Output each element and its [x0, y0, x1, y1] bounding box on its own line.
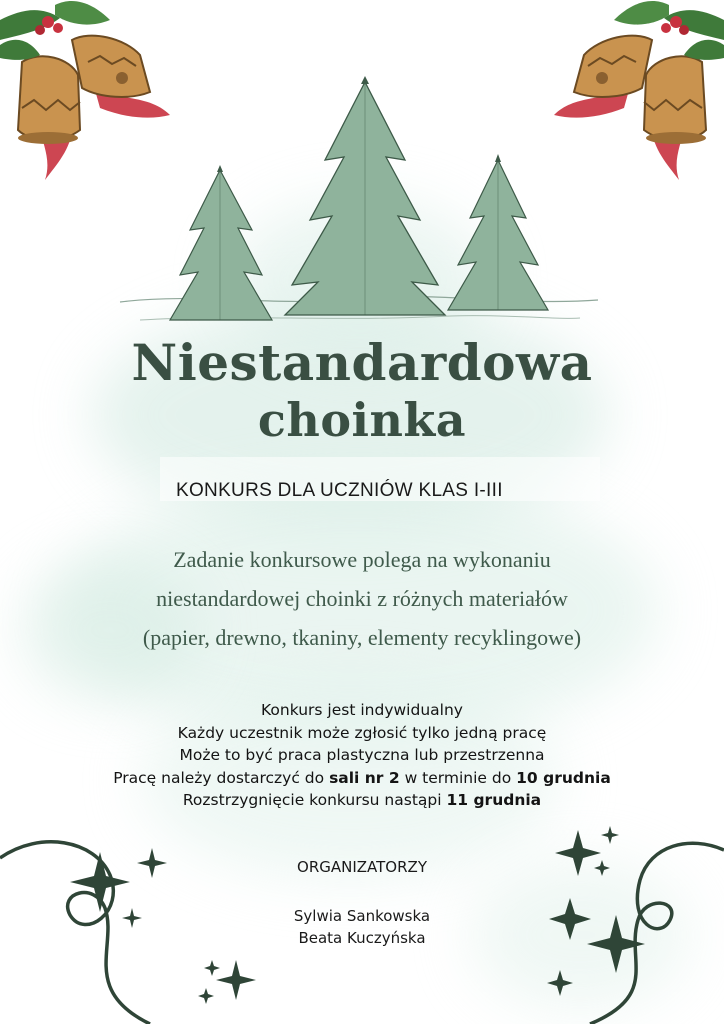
sparkle-star-icon — [594, 860, 610, 876]
swirl-ornament-icon — [530, 820, 724, 1024]
christmas-tree-icon — [170, 165, 272, 320]
page-title-line2: choinka — [257, 393, 467, 447]
sparkle-star-icon — [122, 908, 142, 928]
sparkle-star-icon — [216, 960, 256, 1000]
organizer-name: Beata Kuczyńska — [298, 929, 426, 947]
rule-line — [30, 767, 694, 790]
deadline-date: 10 grudnia — [516, 768, 611, 787]
rule-text: w terminie do — [399, 768, 517, 787]
christmas-tree-icon — [285, 76, 445, 315]
rule-line: Każdy uczestnik może zgłosić tylko jedną pracę — [177, 723, 547, 742]
christmas-tree-icon — [448, 154, 548, 310]
rule-line: Może to być praca plastyczna lub przestrzenna — [179, 746, 545, 764]
sparkle-star-icon — [555, 830, 601, 876]
sparkle-star-icon — [204, 960, 220, 976]
task-line: (papier, drewno, tkaniny, elementy recyklingowe) — [142, 625, 582, 650]
result-date: 11 grudnia — [446, 791, 542, 809]
swirl-ornament-icon — [0, 820, 260, 1024]
rule-line: Konkurs jest indywidualny — [261, 701, 463, 719]
room-number: sali nr 2 — [329, 768, 400, 787]
task-description — [40, 540, 684, 657]
rule-text: Pracę należy dostarczyć do — [113, 768, 330, 787]
sparkle-star-icon — [198, 988, 214, 1004]
task-line: niestandardowej choinki z różnych materiałów — [156, 586, 568, 611]
rules-list — [30, 699, 694, 812]
task-line: Zadanie konkursowe polega na wykonaniu — [173, 547, 551, 572]
sparkle-star-icon — [601, 826, 619, 844]
organizers-heading: ORGANIZATORZY — [297, 858, 427, 876]
sparkle-star-icon — [547, 970, 573, 996]
page-title-line1: Niestandardowa — [131, 333, 593, 392]
sparkle-star-icon — [549, 898, 591, 940]
rule-line — [30, 789, 694, 812]
sparkle-star-icon — [70, 852, 130, 912]
subtitle: KONKURS DLA UCZNIÓW KLAS I-III — [176, 480, 503, 501]
rule-text: Rozstrzygnięcie konkursu nastąpi — [182, 791, 447, 809]
sparkle-star-icon — [137, 848, 167, 878]
organizer-name: Sylwia Sankowska — [293, 907, 431, 925]
christmas-trees-illustration — [120, 70, 600, 340]
